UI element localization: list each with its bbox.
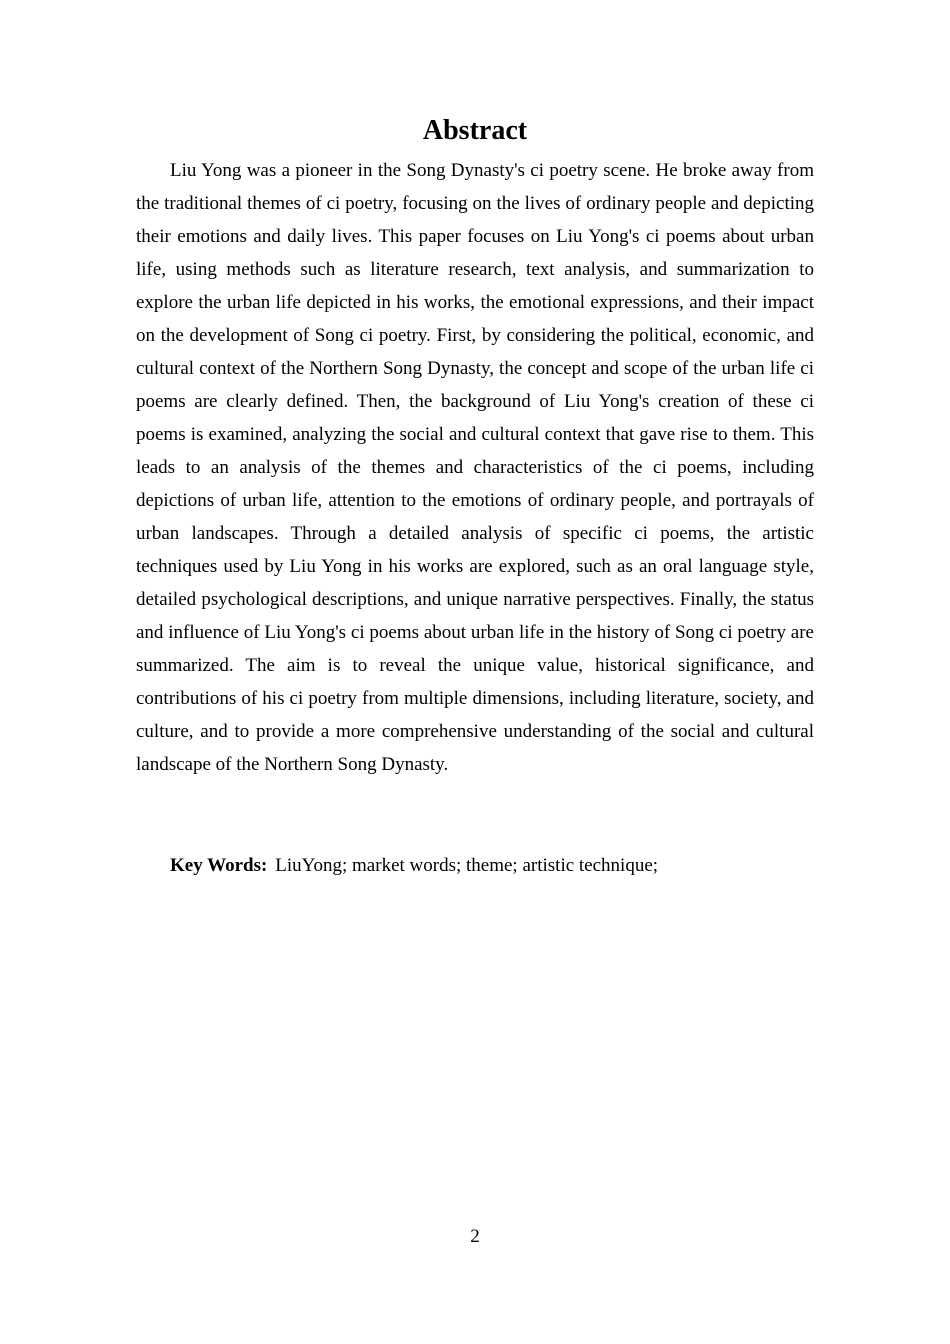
keywords-value: LiuYong; market words; theme; artistic technique; — [275, 855, 659, 876]
page-number: 2 — [470, 1226, 480, 1247]
keywords-label: Key Words: — [170, 855, 268, 876]
keywords-line — [170, 849, 814, 882]
page-title: Abstract — [422, 115, 528, 146]
abstract-body: Liu Yong was a pioneer in the Song Dynasty's ci poetry scene. He broke away from the traditional themes of ci poetry, focusing on the lives of ordinary people and depicting their emotions and daily lives. This paper focuses on Liu Yong's ci poems about urban life, using methods such as literature research, text analysis, and summarization to explore the urban life depicted in his works, the emotional expressions, and their impact on the development of Song ci poetry. First, by considering the political, economic, and cultural context of the Northern Song Dynasty, the concept and scope of the urban life ci poems are clearly defined. Then, the background of Liu Yong's creation of these ci poems is examined, analyzing the social and cultural context that gave rise to them. This leads to an analysis of the themes and characteristics of the ci poems, including depictions of urban life, attention to the emotions of ordinary people, and portrayals of urban landscapes. Through a detailed analysis of specific ci poems, the artistic techniques used by Liu Yong in his works are explored, such as an oral language style, detailed psychological descriptions, and unique narrative perspectives. Finally, the status and influence of Liu Yong's ci poems about urban life in the history of Song ci poetry are summarized. The aim is to reveal the unique value, historical significance, and contributions of his ci poetry from multiple dimensions, including literature, society, and culture, and to provide a more comprehensive understanding of the social and cultural landscape of the Northern Song Dynasty. — [136, 160, 814, 775]
